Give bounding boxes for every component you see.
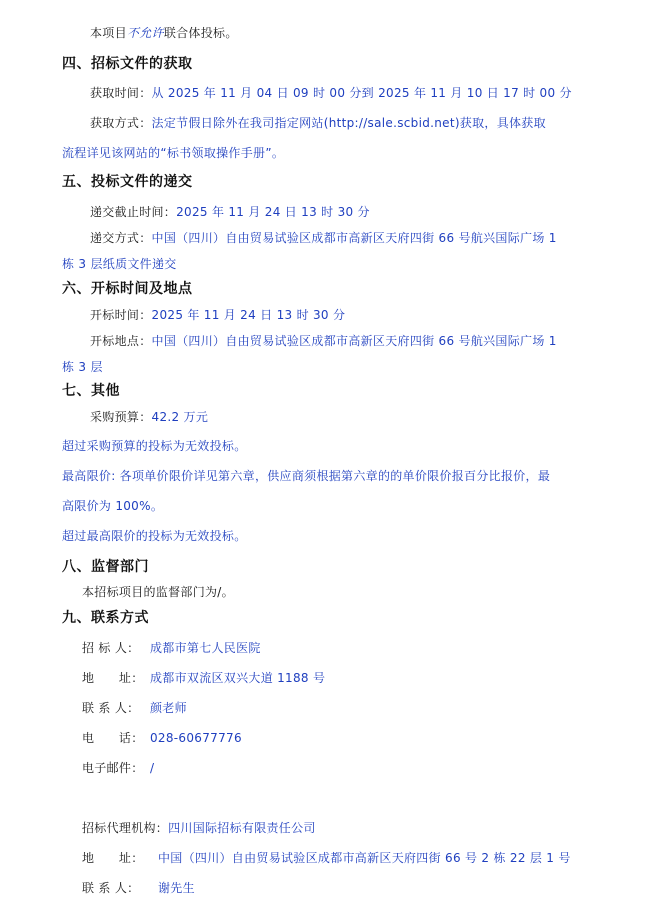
acquisition-time-value: 从 2025 年 11 月 04 日 09 时 00 分到 2025 年 11 月 10 日 17 时 00 分 <box>151 86 572 100</box>
agency-row <box>82 820 316 836</box>
opening-place-label: 开标地点： <box>90 334 152 348</box>
submission-deadline-label: 递交截止时间： <box>90 205 177 219</box>
phone-row <box>82 730 242 746</box>
agency-contact-row <box>82 880 195 896</box>
opening-place-value: 中国（四川）自由贸易试验区成都市高新区天府四街 66 号航兴国际广场 1 <box>151 334 557 348</box>
submission-method-value: 中国（四川）自由贸易试验区成都市高新区天府四街 66 号航兴国际广场 1 <box>151 231 557 245</box>
agency-contact-label: 联 系 人： <box>82 881 140 895</box>
opening-time <box>90 307 345 323</box>
contact-label: 联 系 人： <box>82 701 140 715</box>
joint-bid-suffix: 联合体投标。 <box>163 26 238 40</box>
section-9-heading: 九、联系方式 <box>62 610 149 626</box>
submission-deadline <box>90 204 370 220</box>
joint-bid-highlight: 不允许 <box>126 26 164 40</box>
submission-method-cont: 栋 3 层纸质文件递交 <box>62 257 177 271</box>
contact-row <box>82 700 187 716</box>
acquisition-time-label: 获取时间： <box>90 86 152 100</box>
opening-time-label: 开标时间： <box>90 308 152 322</box>
section-4-heading: 四、招标文件的获取 <box>62 56 193 72</box>
phone-label: 电 话： <box>82 731 144 745</box>
price-limit-line-1: 最高限价: 各项单价限价详见第六章，供应商须根据第六章的的单价限价报百分比报价，最 <box>62 469 551 483</box>
budget-value: 42.2 万元 <box>151 410 209 424</box>
budget-label: 采购预算： <box>90 410 152 424</box>
joint-bid-prefix: 本项目 <box>90 26 127 40</box>
submission-method-label: 递交方式： <box>90 231 152 245</box>
email-row <box>82 760 154 776</box>
tenderer-label: 招 标 人： <box>82 641 140 655</box>
contact-value: 颜老师 <box>150 701 187 715</box>
acquisition-time <box>90 85 572 101</box>
address-row <box>82 670 325 686</box>
agency-address-label: 地 址： <box>82 851 144 865</box>
acquisition-method-value: 法定节假日除外在我司指定网站(http://sale.scbid.net)获取，具体获取 <box>151 116 546 130</box>
address-label: 地 址： <box>82 671 144 685</box>
joint-bid-notice <box>90 25 238 41</box>
acquisition-method <box>90 115 546 131</box>
budget <box>90 409 208 425</box>
email-label: 电子邮件： <box>82 761 144 775</box>
acquisition-method-label: 获取方式： <box>90 116 152 130</box>
acquisition-method-cont: 流程详见该网站的“标书领取操作手册”。 <box>62 146 285 160</box>
price-limit-note: 超过最高限价的投标为无效投标。 <box>62 529 247 543</box>
address-value: 成都市双流区双兴大道 1188 号 <box>150 671 326 685</box>
agency-contact-value: 谢先生 <box>158 881 195 895</box>
section-5-heading: 五、投标文件的递交 <box>62 174 193 190</box>
opening-place-cont: 栋 3 层 <box>62 360 103 374</box>
opening-time-value: 2025 年 11 月 24 日 13 时 30 分 <box>151 308 346 322</box>
submission-deadline-value: 2025 年 11 月 24 日 13 时 30 分 <box>176 205 370 219</box>
budget-note: 超过采购预算的投标为无效投标。 <box>62 439 247 453</box>
opening-place <box>90 333 557 349</box>
section-8-heading: 八、监督部门 <box>62 559 149 575</box>
price-limit-line-2: 高限价为 100%。 <box>62 499 164 513</box>
agency-address-value: 中国（四川）自由贸易试验区成都市高新区天府四街 66 号 2 栋 22 层 1 号 <box>158 851 571 865</box>
submission-method <box>90 230 557 246</box>
phone-value: 028-60677776 <box>150 731 242 745</box>
section-7-heading: 七、其他 <box>62 383 120 399</box>
supervision-text: 本招标项目的监督部门为/。 <box>82 585 234 599</box>
section-6-heading: 六、开标时间及地点 <box>62 281 193 297</box>
agency-address-row <box>82 850 571 866</box>
tenderer-row <box>82 640 261 656</box>
agency-value: 四川国际招标有限责任公司 <box>168 821 316 835</box>
tenderer-value: 成都市第七人民医院 <box>150 641 261 655</box>
agency-label: 招标代理机构： <box>82 821 169 835</box>
email-value: / <box>150 761 155 775</box>
